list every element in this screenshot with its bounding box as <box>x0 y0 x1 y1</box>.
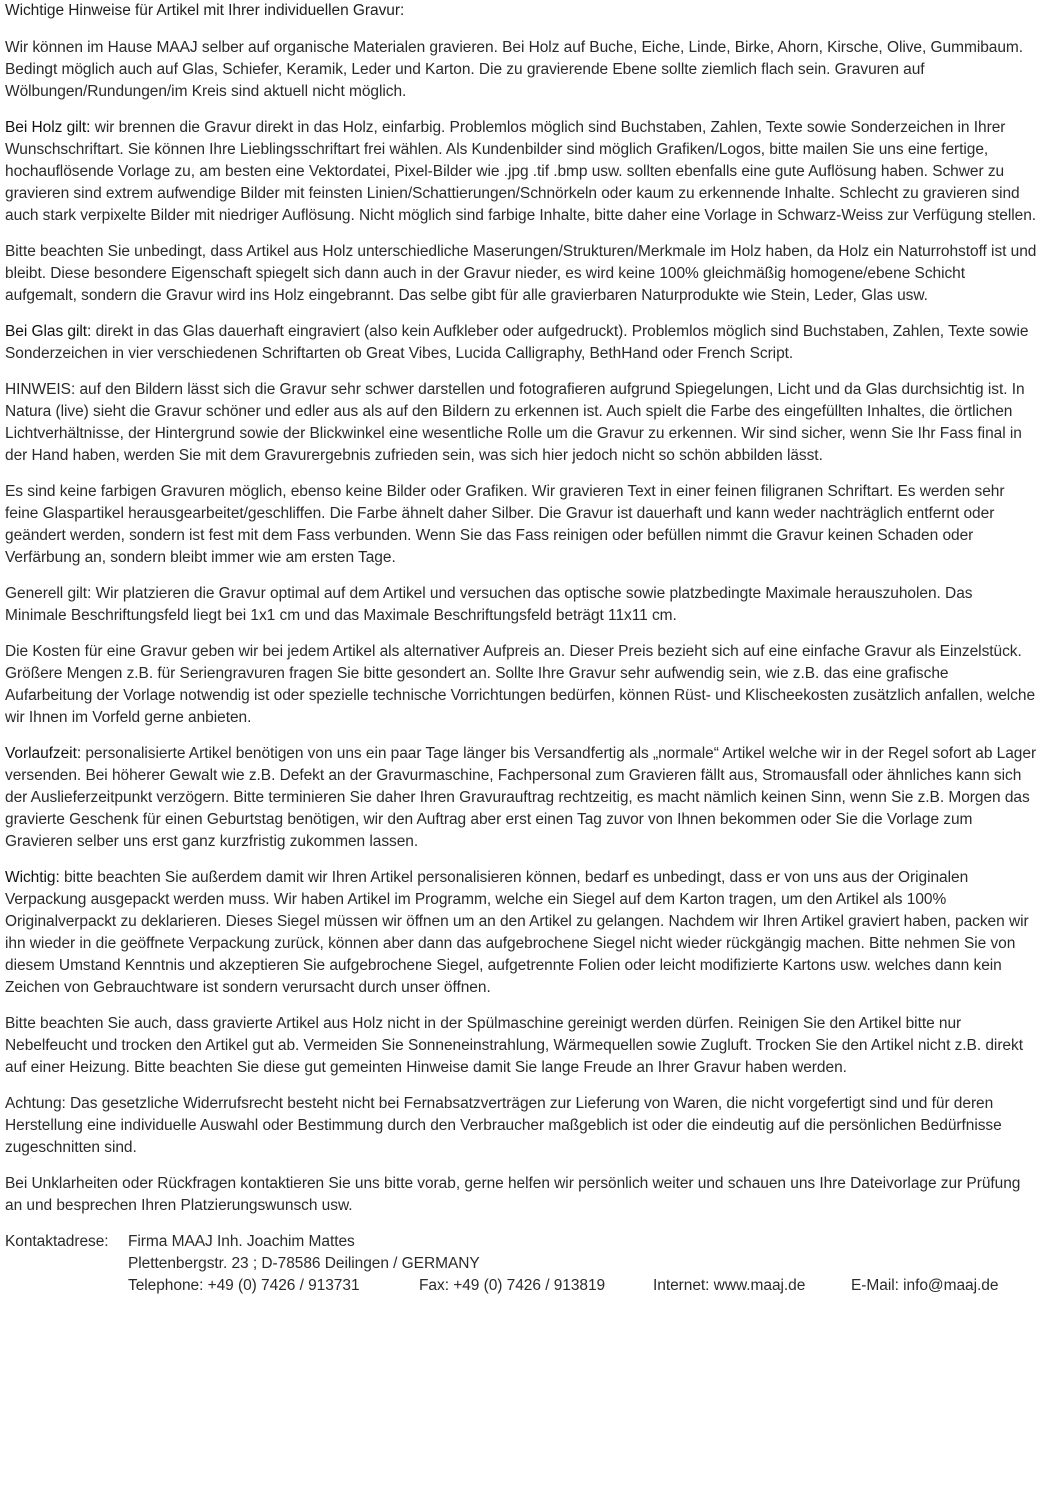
paragraph-materials: Wir können im Hause MAAJ selber auf organische Materialen gravieren. Bei Holz auf Buche, Eiche, Linde, Birke, Ahorn, Kirsche, Olive, Gummibaum. Bedingt möglich auch auf Glas, Schiefer, Keramik, Leder und Karton. Die zu gravierende Ebene sollte ziemlich flach sein. Gravuren auf Wölbungen/Rundungen/im Kreis sind aktuell nicht möglich. <box>5 39 1024 100</box>
paragraph-costs: Die Kosten für eine Gravur geben wir bei jedem Artikel als alternativer Aufpreis an. Dieser Preis bezieht sich auf eine einfache Gravur als Einzelstück. Größere Mengen z.B. für Seriengravuren fragen Sie bitte gesondert an. Sollte Ihre Gravur sehr aufwendig sein, wie z.B. das eine grafische Aufarbeitung der Vorlage notwendig ist oder spezielle technische Vorrichtungen bedürfen, können Rüst- und Klischeekosten zusätzlich anfallen, welche wir Ihnen im Vorfeld gerne anbieten. <box>5 643 1036 726</box>
paragraph-no-color: Es sind keine farbigen Gravuren möglich, ebenso keine Bilder oder Grafiken. Wir gravieren Text in einer feinen filigranen Schriftart. Es werden sehr feine Glaspartikel herausgearbeitet/geschliffen. Die Farbe ähnelt daher Silber. Die Gravur ist dauerhaft und kann weder nachträglich entfernt oder geändert werden, sondern ist fest mit dem Fass verbunden. Wenn Sie das Fass reinigen oder befüllen nimmt die Gravur keinen Schaden oder Verfärbung an, sondern bleibt immer wie am ersten Tage. <box>5 483 1005 566</box>
contact-address: Plettenbergstr. 23 ; D-78586 Deilingen / GERMANY <box>128 1255 480 1272</box>
paragraph-hinweis: HINWEIS: auf den Bildern lässt sich die Gravur sehr schwer darstellen und fotografieren aufgrund Spiegelungen, Licht und da Glas durchsichtig ist. In Natura (live) sieht die Gravur schöner und edler aus als auf den Bildern zu erkennen ist. Auch spielt die Farbe des eingefüllten Inhaltes, die örtlichen Lichtverhältnisse, der Hintergrund sowie der Blickwinkel eine wesentliche Rolle um die Gravur zu erkennen. Wir sind sicher, wenn Sie Ihr Fass final in der Hand haben, werden Sie mit dem Gravurergebnis zufrieden sein, was sich hier jedoch nicht so schön abbilden lässt. <box>5 381 1025 464</box>
contact-company: Firma MAAJ Inh. Joachim Mattes <box>128 1233 355 1250</box>
contact-email-link[interactable]: E-Mail: info@maaj.de <box>851 1277 999 1294</box>
contact-telephone: Telephone: +49 (0) 7426 / 913731 <box>128 1277 360 1294</box>
contact-label: Kontaktadrese: <box>5 1233 109 1250</box>
paragraph-questions: Bei Unklarheiten oder Rückfragen kontaktieren Sie uns bitte vorab, gerne helfen wir persönlich weiter und schauen uns Ihre Dateivorlage zur Prüfung an und besprechen Ihren Platzierungswunsch usw. <box>5 1175 1021 1214</box>
contact-numbers-row <box>5 1275 1038 1297</box>
important-text: bitte beachten Sie außerdem damit wir Ihren Artikel personalisieren können, bedarf es unbedingt, dass er von uns aus der Originalen Verpackung ausgepackt werden muss. Wir haben Artikel im Programm, welche ein Siegel auf dem Karton tragen, um den Artikel als 100% Originalverpackt zu deklarieren. Dieses Siegel müssen wir öffnen um an den Artikel zu gelangen. Nachdem wir Ihren Artikel graviert haben, packen wir ihn wieder in die geöffnete Verpackung zurück, können aber dann das aufgebrochene Siegel nicht wieder rückgängig machen. Bitte nehmen Sie von diesem Umstand Kenntnis und akzeptieren Sie aufgebrochene Siegel, aufgetrennte Folien oder leicht modifizierte Kartons usw. welches dann kein Zeichen von Gebrauchtware ist sondern verursacht durch unser öffnen. <box>5 869 1029 996</box>
important-label: Wichtig: <box>5 869 60 886</box>
contact-block <box>5 1231 1038 1297</box>
wood-text: wir brennen die Gravur direkt in das Holz, einfarbig. Problemlos möglich sind Buchstaben, Zahlen, Texte sowie Sonderzeichen in Ihrer Wunschschriftart. Sie können Ihre Lieblingsschriftart frei wählen. Als Kundenbilder sind möglich Grafiken/Logos, bitte mailen Sie uns eine fertige, hochauflösende Vorlage zu, am besten eine Vektordatei, Pixel-Bilder wie .jpg .tif .bmp usw. sollten ebenfalls eine gute Auflösung haben. Schwer zu gravieren sind extrem aufwendige Bilder mit feinsten Linien/Schattierungen/Schnörkeln oder kaum zu erkennende Inhalte. Schlecht zu gravieren sind auch stark verpixelte Bilder mit niedriger Auflösung. Nicht möglich sind farbige Inhalte, bitte daher eine Vorlage in Schwarz-Weiss zur Verfügung stellen. <box>5 119 1037 224</box>
paragraph-wood <box>5 117 1038 227</box>
contact-fax: Fax: +49 (0) 7426 / 913819 <box>419 1277 606 1294</box>
paragraph-withdrawal: Achtung: Das gesetzliche Widerrufsrecht besteht nicht bei Fernabsatzverträgen zur Lieferung von Waren, die nicht vorgefertigt sind und für deren Herstellung eine individuelle Auswahl oder Bestimmung durch den Verbraucher maßgeblich ist oder die eindeutig auf die persönlichen Bedürfnisse zugeschnitten sind. <box>5 1095 1002 1156</box>
paragraph-general: Generell gilt: Wir platzieren die Gravur optimal auf dem Artikel und versuchen das optische sowie platzbedingte Maximale herauszuholen. Das Minimale Beschriftungsfeld liegt bei 1x1 cm und das Maximale Beschriftungsfeld beträgt 11x11 cm. <box>5 585 973 624</box>
paragraph-important <box>5 867 1038 999</box>
wood-lead-label: Bei Holz gilt: <box>5 119 91 136</box>
paragraph-glass <box>5 321 1038 365</box>
glass-lead-label: Bei Glas gilt: <box>5 323 92 340</box>
glass-text: direkt in das Glas dauerhaft eingraviert (also kein Aufkleber oder aufgedruckt). Problemlos möglich sind Buchstaben, Zahlen, Texte sowie Sonderzeichen in vier verschiedenen Schriftarten ob Great Vibes, Lucida Calligraphy, BethHand oder French Script. <box>5 323 1029 362</box>
page-title: Wichtige Hinweise für Artikel mit Ihrer individuellen Gravur: <box>5 2 405 19</box>
contact-company-row <box>5 1231 1038 1253</box>
contact-internet-link[interactable]: Internet: www.maaj.de <box>653 1277 806 1294</box>
paragraph-lead-time <box>5 743 1038 853</box>
paragraph-care: Bitte beachten Sie auch, dass gravierte Artikel aus Holz nicht in der Spülmaschine gereinigt werden dürfen. Reinigen Sie den Artikel bitte nur Nebelfeucht und trocken den Artikel gut ab. Vermeiden Sie Sonneneinstrahlung, Wärmequellen sowie Zugluft. Trocken Sie den Artikel nicht z.B. direkt auf einer Heizung. Bitte beachten Sie diese gut gemeinten Hinweise damit Sie lange Freude an Ihrer Gravur haben werden. <box>5 1015 1023 1076</box>
lead-time-text: personalisierte Artikel benötigen von uns ein paar Tage länger bis Versandfertig als „normale“ Artikel welche wir in der Regel sofort ab Lager versenden. Bei höherer Gewalt wie z.B. Defekt an der Gravurmaschine, Fachpersonal zum Gravieren fällt aus, Stromausfall oder ähnliches kann sich der Auslieferzeitpunkt verzögern. Bitte terminieren Sie daher Ihren Gravurauftrag rechtzeitig, es macht nämlich keinen Sinn, wenn Sie z.B. Morgen das gravierte Geschenk für einen Geburtstag benötigen, wir den Auftrag aber erst einen Tag zuvor von Ihnen bekommen oder Sie die Vorlage zum Gravieren selber uns erst ganz kurzfristig zukommen lassen. <box>5 745 1037 850</box>
lead-time-label: Vorlaufzeit: <box>5 745 82 762</box>
paragraph-wood-grain: Bitte beachten Sie unbedingt, dass Artikel aus Holz unterschiedliche Maserungen/Strukturen/Merkmale im Holz haben, da Holz ein Naturrohstoff ist und bleibt. Diese besondere Eigenschaft spiegelt sich dann auch in der Gravur nieder, es wird keine 100% gleichmäßig homogene/ebene Schicht aufgemalt, sondern die Gravur wird ins Holz eingebrannt. Das selbe gibt für alle gravierbaren Naturprodukte wie Stein, Leder, Glas usw. <box>5 243 1037 304</box>
